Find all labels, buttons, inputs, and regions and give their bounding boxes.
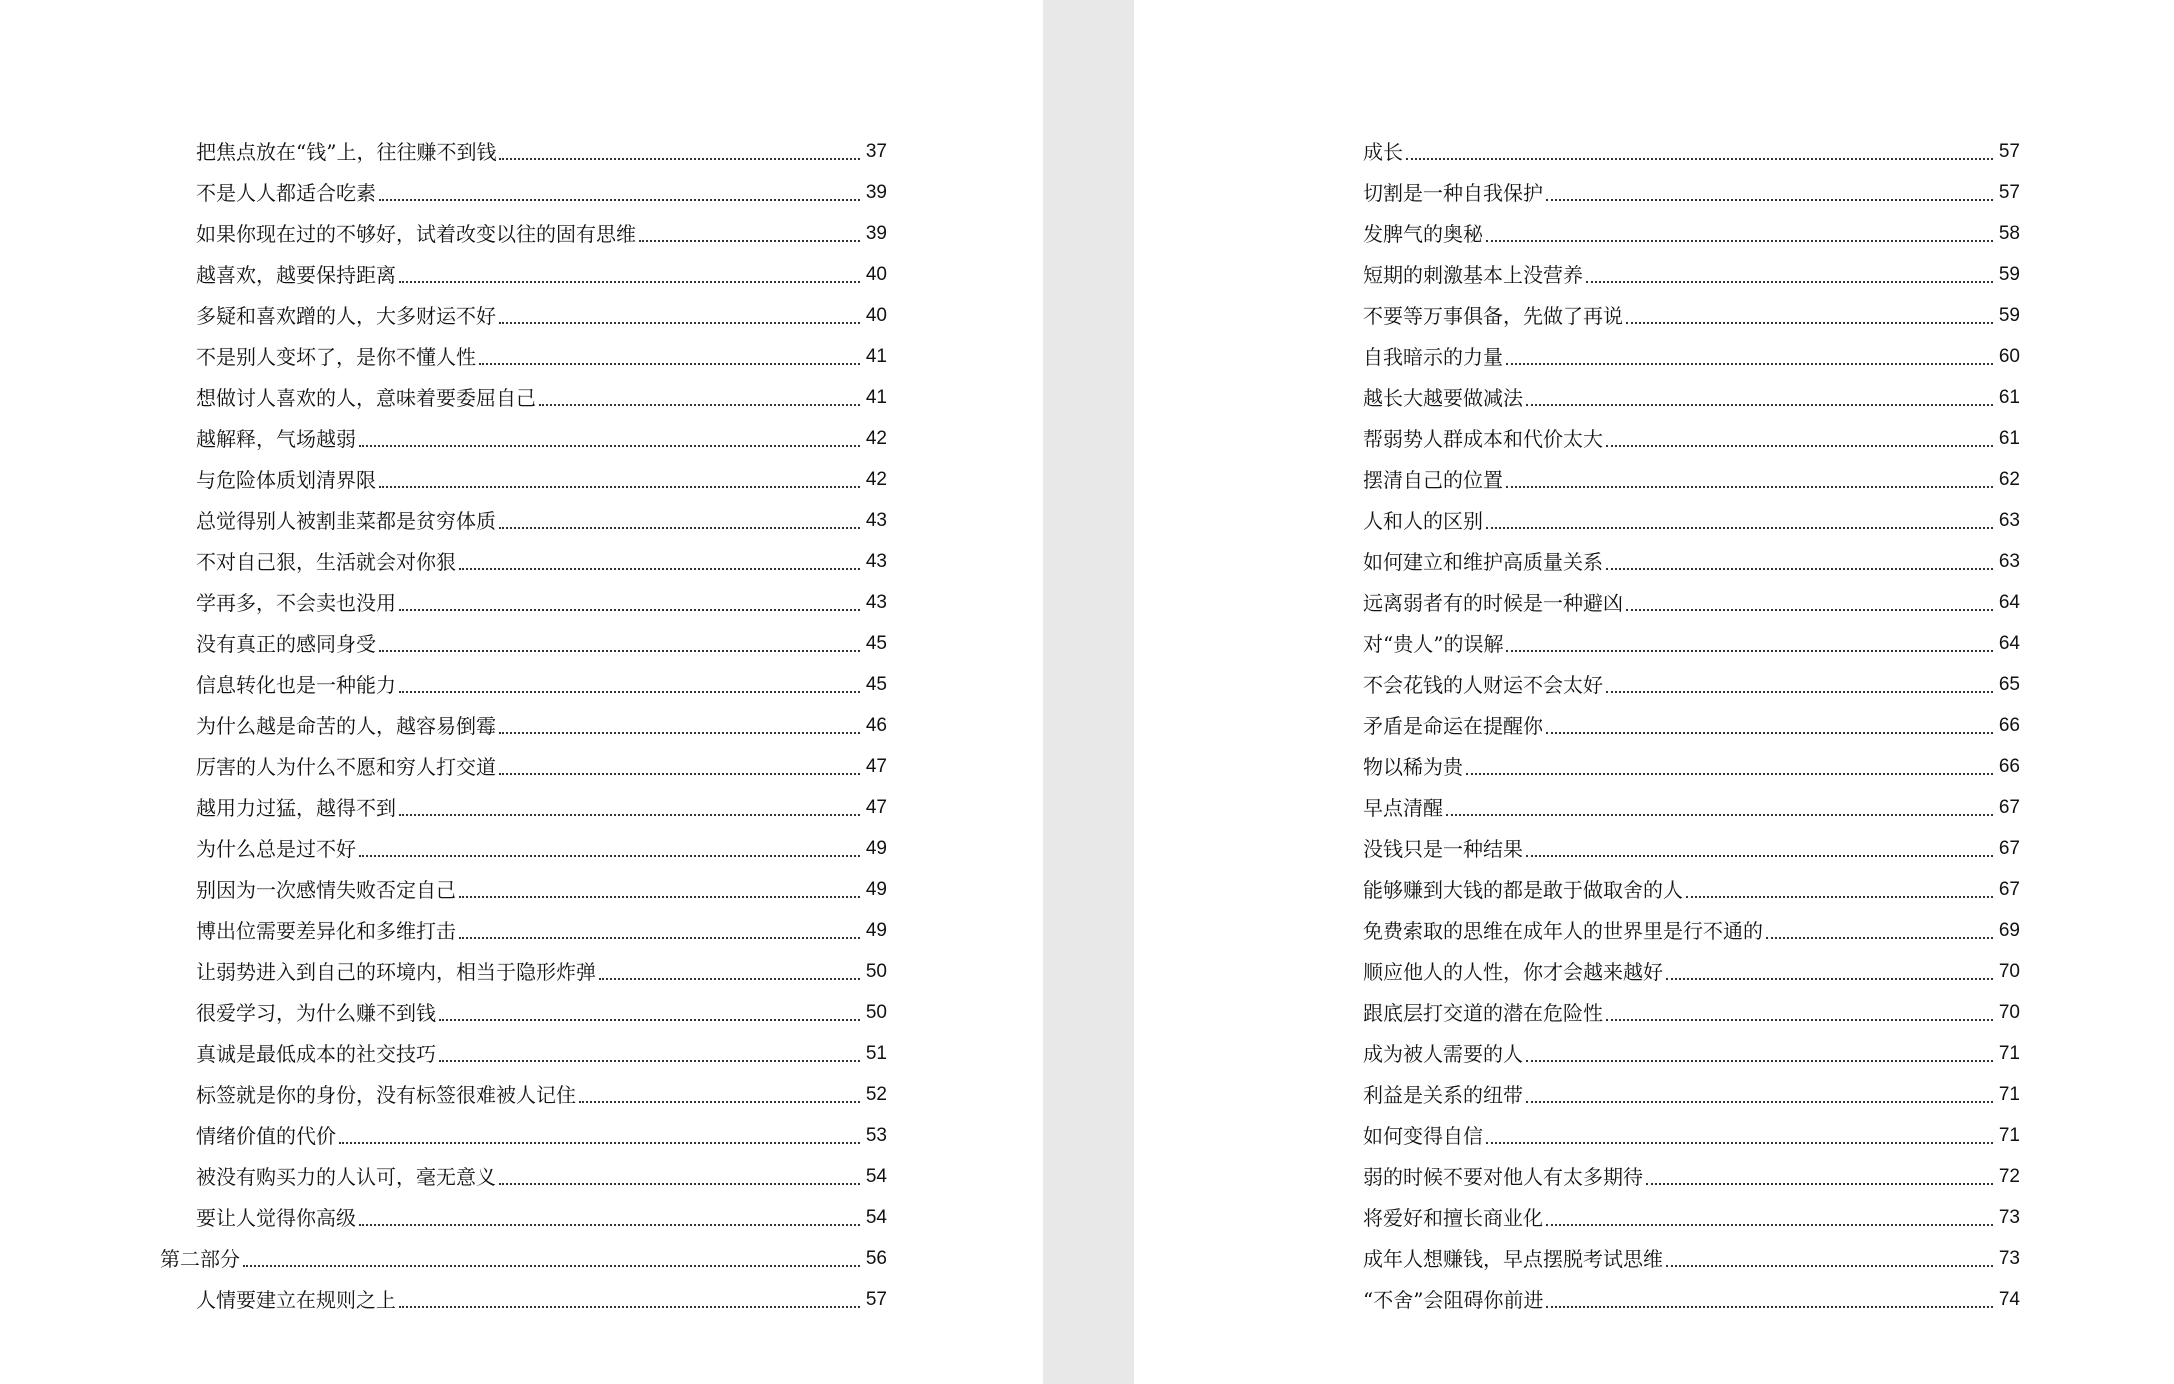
toc-entry[interactable] bbox=[1363, 171, 2020, 212]
toc-entry[interactable] bbox=[196, 253, 887, 294]
toc-entry[interactable] bbox=[1363, 1237, 2020, 1278]
toc-entry[interactable] bbox=[1363, 1196, 2020, 1237]
toc-entry-title: 不是人人都适合吃素 bbox=[196, 181, 376, 205]
toc-entry-title: 如果你现在过的不够好，试着改变以往的固有思维 bbox=[196, 222, 636, 246]
toc-entry-title: 不要等万事俱备，先做了再说 bbox=[1363, 304, 1623, 328]
dot-leader bbox=[499, 1183, 860, 1185]
toc-entry-page-number: 60 bbox=[1998, 346, 2020, 367]
toc-entry-title: 将爱好和擅长商业化 bbox=[1363, 1206, 1543, 1230]
toc-entry-page-number: 74 bbox=[1998, 1289, 2020, 1310]
toc-entry[interactable] bbox=[1363, 294, 2020, 335]
dot-leader bbox=[1546, 1306, 1993, 1308]
toc-entry[interactable] bbox=[196, 1278, 887, 1319]
toc-entry[interactable] bbox=[1363, 827, 2020, 868]
dot-leader bbox=[399, 281, 860, 283]
toc-entry[interactable] bbox=[1363, 1073, 2020, 1114]
dot-leader bbox=[1606, 568, 1993, 570]
toc-entry-title: 对“贵人”的误解 bbox=[1363, 632, 1504, 656]
toc-entry-page-number: 64 bbox=[1998, 633, 2020, 654]
dot-leader bbox=[599, 978, 860, 980]
dot-leader bbox=[1506, 363, 1993, 365]
toc-entry-title: 利益是关系的纽带 bbox=[1363, 1083, 1523, 1107]
toc-entry-page-number: 54 bbox=[865, 1166, 887, 1187]
toc-entry-page-number: 64 bbox=[1998, 592, 2020, 613]
toc-entry-title: 不是别人变坏了，是你不懂人性 bbox=[196, 345, 476, 369]
dot-leader bbox=[639, 240, 860, 242]
dot-leader bbox=[459, 568, 860, 570]
toc-entry[interactable] bbox=[196, 212, 887, 253]
toc-entry-title: 顺应他人的人性，你才会越来越好 bbox=[1363, 960, 1663, 984]
toc-entry[interactable] bbox=[1363, 540, 2020, 581]
toc-entry[interactable] bbox=[1363, 212, 2020, 253]
toc-entry-title: 想做讨人喜欢的人，意味着要委屈自己 bbox=[196, 386, 536, 410]
toc-entry-title: 把焦点放在“钱”上，往往赚不到钱 bbox=[196, 140, 497, 164]
toc-entry-page-number: 52 bbox=[865, 1084, 887, 1105]
toc-entry[interactable] bbox=[1363, 253, 2020, 294]
toc-entry-title: 自我暗示的力量 bbox=[1363, 345, 1503, 369]
toc-entry-page-number: 49 bbox=[865, 879, 887, 900]
toc-entry[interactable] bbox=[196, 663, 887, 704]
dot-leader bbox=[1686, 896, 1993, 898]
toc-entry[interactable] bbox=[196, 499, 887, 540]
toc-entry[interactable] bbox=[196, 130, 887, 171]
dot-leader bbox=[1606, 691, 1993, 693]
dot-leader bbox=[1526, 1101, 1993, 1103]
dot-leader bbox=[379, 199, 860, 201]
dot-leader bbox=[459, 937, 860, 939]
toc-entry-page-number: 67 bbox=[1998, 797, 2020, 818]
dot-leader bbox=[359, 855, 860, 857]
toc-entry-page-number: 71 bbox=[1998, 1043, 2020, 1064]
dot-leader bbox=[1546, 732, 1993, 734]
toc-entry-page-number: 56 bbox=[865, 1248, 887, 1269]
toc-entry-title: 厉害的人为什么不愿和穷人打交道 bbox=[196, 755, 496, 779]
toc-entry[interactable] bbox=[1363, 1032, 2020, 1073]
dot-leader bbox=[539, 404, 860, 406]
toc-entry[interactable] bbox=[196, 1032, 887, 1073]
dot-leader bbox=[479, 363, 860, 365]
toc-entry-title: 别因为一次感情失败否定自己 bbox=[196, 878, 456, 902]
toc-entry[interactable] bbox=[196, 540, 887, 581]
toc-entry-title: 如何变得自信 bbox=[1363, 1124, 1483, 1148]
toc-entry[interactable] bbox=[196, 171, 887, 212]
toc-entry[interactable] bbox=[1363, 663, 2020, 704]
toc-entry[interactable] bbox=[1363, 581, 2020, 622]
toc-entry-title: 博出位需要差异化和多维打击 bbox=[196, 919, 456, 943]
toc-entry-page-number: 45 bbox=[865, 674, 887, 695]
toc-entry[interactable] bbox=[196, 950, 887, 991]
dot-leader bbox=[499, 322, 860, 324]
toc-entry-page-number: 49 bbox=[865, 920, 887, 941]
dot-leader bbox=[359, 1224, 860, 1226]
dot-leader bbox=[1546, 1224, 1993, 1226]
toc-entry-page-number: 58 bbox=[1998, 223, 2020, 244]
toc-entry-page-number: 73 bbox=[1998, 1207, 2020, 1228]
dot-leader bbox=[1626, 609, 1993, 611]
table-of-contents-right bbox=[1327, 130, 2020, 1319]
toc-entry-page-number: 57 bbox=[865, 1289, 887, 1310]
table-of-contents-left bbox=[160, 130, 887, 1319]
dot-leader bbox=[1526, 855, 1993, 857]
toc-entry-title: 弱的时候不要对他人有太多期待 bbox=[1363, 1165, 1643, 1189]
toc-entry-title: 帮弱势人群成本和代价太大 bbox=[1363, 427, 1603, 451]
toc-entry-page-number: 43 bbox=[865, 592, 887, 613]
dot-leader bbox=[399, 609, 860, 611]
toc-entry-title: 人和人的区别 bbox=[1363, 509, 1483, 533]
toc-entry-title: 与危险体质划清界限 bbox=[196, 468, 376, 492]
toc-entry-page-number: 45 bbox=[865, 633, 887, 654]
toc-entry-page-number: 39 bbox=[865, 223, 887, 244]
toc-entry-page-number: 67 bbox=[1998, 838, 2020, 859]
toc-entry-page-number: 61 bbox=[1998, 387, 2020, 408]
dot-leader bbox=[1586, 281, 1993, 283]
toc-entry-title: 越解释，气场越弱 bbox=[196, 427, 356, 451]
toc-entry-page-number: 42 bbox=[865, 428, 887, 449]
toc-entry-page-number: 43 bbox=[865, 551, 887, 572]
dot-leader bbox=[499, 527, 860, 529]
toc-entry[interactable] bbox=[1363, 458, 2020, 499]
toc-entry[interactable] bbox=[1363, 130, 2020, 171]
toc-entry-title: 如何建立和维护高质量关系 bbox=[1363, 550, 1603, 574]
toc-entry-title: 让弱势进入到自己的环境内，相当于隐形炸弹 bbox=[196, 960, 596, 984]
toc-entry-page-number: 61 bbox=[1998, 428, 2020, 449]
toc-entry-page-number: 67 bbox=[1998, 879, 2020, 900]
toc-entry-title: 远离弱者有的时候是一种避凶 bbox=[1363, 591, 1623, 615]
toc-entry[interactable] bbox=[196, 294, 887, 335]
toc-entry-page-number: 49 bbox=[865, 838, 887, 859]
dot-leader bbox=[1666, 978, 1993, 980]
dot-leader bbox=[1526, 1060, 1993, 1062]
toc-entry-page-number: 40 bbox=[865, 305, 887, 326]
toc-entry-page-number: 42 bbox=[865, 469, 887, 490]
dot-leader bbox=[1646, 1183, 1993, 1185]
toc-entry-title: 免费索取的思维在成年人的世界里是行不通的 bbox=[1363, 919, 1763, 943]
toc-entry[interactable] bbox=[1363, 1155, 2020, 1196]
toc-entry-page-number: 47 bbox=[865, 756, 887, 777]
toc-entry[interactable] bbox=[196, 704, 887, 745]
toc-entry[interactable] bbox=[196, 458, 887, 499]
toc-entry-page-number: 57 bbox=[1998, 182, 2020, 203]
dot-leader bbox=[339, 1142, 860, 1144]
toc-entry[interactable] bbox=[196, 786, 887, 827]
dot-leader bbox=[379, 650, 860, 652]
document-page-left bbox=[0, 0, 1043, 1384]
toc-entry-page-number: 70 bbox=[1998, 961, 2020, 982]
toc-entry-title: 跟底层打交道的潜在危险性 bbox=[1363, 1001, 1603, 1025]
toc-entry-page-number: 41 bbox=[865, 387, 887, 408]
dot-leader bbox=[499, 158, 860, 160]
dot-leader bbox=[1506, 486, 1993, 488]
toc-entry-page-number: 46 bbox=[865, 715, 887, 736]
toc-entry-page-number: 59 bbox=[1998, 264, 2020, 285]
dot-leader bbox=[243, 1265, 860, 1267]
toc-entry-page-number: 59 bbox=[1998, 305, 2020, 326]
toc-entry-title: 成为被人需要的人 bbox=[1363, 1042, 1523, 1066]
toc-entry-title: 被没有购买力的人认可，毫无意义 bbox=[196, 1165, 496, 1189]
toc-entry-page-number: 66 bbox=[1998, 756, 2020, 777]
toc-entry-title: 要让人觉得你高级 bbox=[196, 1206, 356, 1230]
toc-entry[interactable] bbox=[196, 1114, 887, 1155]
dot-leader bbox=[1466, 773, 1993, 775]
dot-leader bbox=[1406, 158, 1993, 160]
dot-leader bbox=[1506, 650, 1993, 652]
toc-entry[interactable] bbox=[196, 1196, 887, 1237]
toc-entry[interactable] bbox=[196, 376, 887, 417]
toc-entry[interactable] bbox=[196, 909, 887, 950]
toc-entry-page-number: 63 bbox=[1998, 551, 2020, 572]
dot-leader bbox=[379, 486, 860, 488]
toc-entry-title: 没有真正的感同身受 bbox=[196, 632, 376, 656]
toc-entry-title: 越喜欢，越要保持距离 bbox=[196, 263, 396, 287]
toc-entry-page-number: 39 bbox=[865, 182, 887, 203]
toc-entry-title: 真诚是最低成本的社交技巧 bbox=[196, 1042, 436, 1066]
toc-entry-title: 越用力过猛，越得不到 bbox=[196, 796, 396, 820]
document-page-right bbox=[1134, 0, 2174, 1384]
toc-entry-page-number: 63 bbox=[1998, 510, 2020, 531]
toc-entry[interactable] bbox=[1363, 868, 2020, 909]
toc-entry-page-number: 72 bbox=[1998, 1166, 2020, 1187]
toc-entry-title: 为什么越是命苦的人，越容易倒霉 bbox=[196, 714, 496, 738]
toc-entry-page-number: 54 bbox=[865, 1207, 887, 1228]
toc-entry-title: 不会花钱的人财运不会太好 bbox=[1363, 673, 1603, 697]
dot-leader bbox=[1766, 937, 1993, 939]
toc-entry[interactable] bbox=[1363, 335, 2020, 376]
toc-entry[interactable] bbox=[196, 991, 887, 1032]
toc-entry-title: 能够赚到大钱的都是敢于做取舍的人 bbox=[1363, 878, 1683, 902]
dot-leader bbox=[359, 445, 860, 447]
toc-entry-page-number: 70 bbox=[1998, 1002, 2020, 1023]
toc-entry-title: 不对自己狠，生活就会对你狠 bbox=[196, 550, 456, 574]
toc-entry-page-number: 71 bbox=[1998, 1125, 2020, 1146]
toc-entry-title: 总觉得别人被割韭菜都是贫穷体质 bbox=[196, 509, 496, 533]
toc-entry[interactable] bbox=[1363, 991, 2020, 1032]
toc-entry-page-number: 53 bbox=[865, 1125, 887, 1146]
toc-entry[interactable] bbox=[196, 868, 887, 909]
toc-entry-page-number: 41 bbox=[865, 346, 887, 367]
toc-entry-page-number: 40 bbox=[865, 264, 887, 285]
dot-leader bbox=[1606, 1019, 1993, 1021]
toc-entry-title: 成年人想赚钱，早点摆脱考试思维 bbox=[1363, 1247, 1663, 1271]
toc-entry[interactable] bbox=[1363, 704, 2020, 745]
toc-entry[interactable] bbox=[1363, 1278, 2020, 1319]
toc-entry-title: 矛盾是命运在提醒你 bbox=[1363, 714, 1543, 738]
toc-entry-title: 短期的刺激基本上没营养 bbox=[1363, 263, 1583, 287]
dot-leader bbox=[1486, 240, 1993, 242]
toc-entry-page-number: 66 bbox=[1998, 715, 2020, 736]
toc-entry-page-number: 57 bbox=[1998, 141, 2020, 162]
toc-entry-page-number: 50 bbox=[865, 961, 887, 982]
dot-leader bbox=[1606, 445, 1993, 447]
toc-entry-title: 很爱学习，为什么赚不到钱 bbox=[196, 1001, 436, 1025]
toc-entry-title: 没钱只是一种结果 bbox=[1363, 837, 1523, 861]
toc-entry-page-number: 73 bbox=[1998, 1248, 2020, 1269]
dot-leader bbox=[499, 732, 860, 734]
dot-leader bbox=[439, 1060, 860, 1062]
toc-entry[interactable] bbox=[196, 622, 887, 663]
toc-entry-page-number: 50 bbox=[865, 1002, 887, 1023]
toc-entry[interactable] bbox=[196, 827, 887, 868]
dot-leader bbox=[399, 691, 860, 693]
toc-entry[interactable] bbox=[1363, 622, 2020, 663]
toc-entry[interactable] bbox=[1363, 786, 2020, 827]
toc-entry-page-number: 62 bbox=[1998, 469, 2020, 490]
toc-entry-title: 为什么总是过不好 bbox=[196, 837, 356, 861]
toc-entry[interactable] bbox=[196, 745, 887, 786]
toc-entry[interactable] bbox=[1363, 745, 2020, 786]
toc-entry[interactable] bbox=[1363, 376, 2020, 417]
toc-entry-title: 第二部分 bbox=[160, 1247, 240, 1271]
dot-leader bbox=[1666, 1265, 1993, 1267]
dot-leader bbox=[1446, 814, 1993, 816]
toc-entry-title: 情绪价值的代价 bbox=[196, 1124, 336, 1148]
toc-entry-title: 早点清醒 bbox=[1363, 796, 1443, 820]
toc-entry-title: 人情要建立在规则之上 bbox=[196, 1288, 396, 1312]
dot-leader bbox=[1486, 527, 1993, 529]
dot-leader bbox=[1546, 199, 1993, 201]
dot-leader bbox=[399, 814, 860, 816]
dot-leader bbox=[579, 1101, 860, 1103]
toc-entry-page-number: 65 bbox=[1998, 674, 2020, 695]
toc-entry[interactable] bbox=[196, 581, 887, 622]
toc-entry[interactable] bbox=[1363, 499, 2020, 540]
toc-entry-title: 标签就是你的身份，没有标签很难被人记住 bbox=[196, 1083, 576, 1107]
toc-entry[interactable] bbox=[1363, 950, 2020, 991]
toc-entry-page-number: 43 bbox=[865, 510, 887, 531]
toc-entry-title: 信息转化也是一种能力 bbox=[196, 673, 396, 697]
toc-entry[interactable] bbox=[1363, 909, 2020, 950]
dot-leader bbox=[399, 1306, 860, 1308]
toc-entry[interactable] bbox=[196, 335, 887, 376]
toc-entry-title: 发脾气的奥秘 bbox=[1363, 222, 1483, 246]
toc-entry-title: 越长大越要做减法 bbox=[1363, 386, 1523, 410]
toc-entry[interactable] bbox=[1363, 1114, 2020, 1155]
toc-entry-title: “不舍”会阻碍你前进 bbox=[1363, 1288, 1544, 1312]
toc-entry-title: 多疑和喜欢蹭的人，大多财运不好 bbox=[196, 304, 496, 328]
toc-entry[interactable] bbox=[196, 1073, 887, 1114]
toc-entry[interactable] bbox=[196, 417, 887, 458]
toc-entry-title: 学再多，不会卖也没用 bbox=[196, 591, 396, 615]
toc-entry-page-number: 37 bbox=[865, 141, 887, 162]
toc-entry-title: 物以稀为贵 bbox=[1363, 755, 1463, 779]
dot-leader bbox=[459, 896, 860, 898]
toc-entry-page-number: 47 bbox=[865, 797, 887, 818]
toc-entry-page-number: 71 bbox=[1998, 1084, 2020, 1105]
toc-section-heading[interactable] bbox=[160, 1237, 887, 1278]
dot-leader bbox=[1526, 404, 1993, 406]
toc-entry-title: 切割是一种自我保护 bbox=[1363, 181, 1543, 205]
page-gutter bbox=[1043, 0, 1134, 1384]
toc-entry[interactable] bbox=[196, 1155, 887, 1196]
toc-entry-title: 成长 bbox=[1363, 140, 1403, 164]
dot-leader bbox=[1626, 322, 1993, 324]
toc-entry-page-number: 51 bbox=[865, 1043, 887, 1064]
toc-entry-page-number: 69 bbox=[1998, 920, 2020, 941]
dot-leader bbox=[439, 1019, 860, 1021]
toc-entry-title: 摆清自己的位置 bbox=[1363, 468, 1503, 492]
dot-leader bbox=[499, 773, 860, 775]
dot-leader bbox=[1486, 1142, 1993, 1144]
toc-entry[interactable] bbox=[1363, 417, 2020, 458]
